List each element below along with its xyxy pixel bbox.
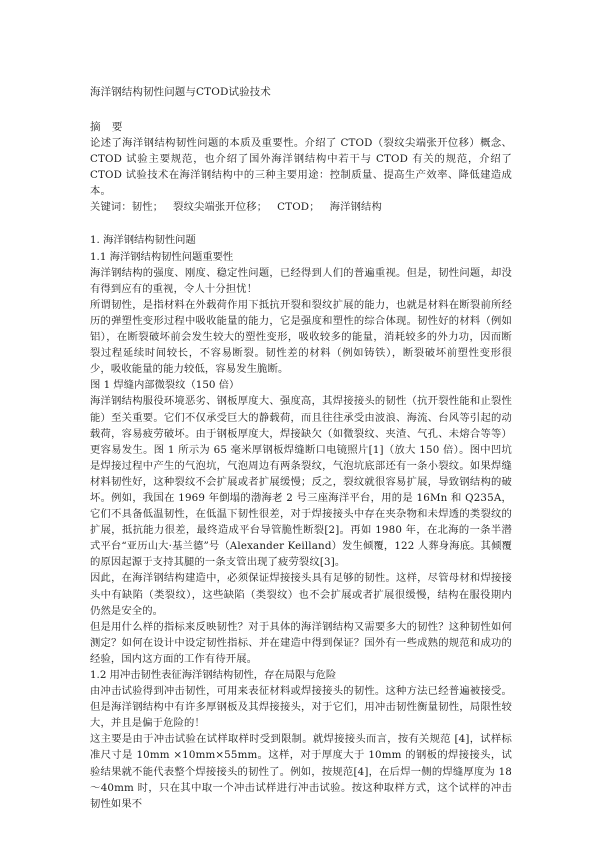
- paragraph: 但是用什么样的指标来反映韧性？对于具体的海洋钢结构又需要多大的韧性？这种韧性如何测定？如何在设计中设定韧性指标、并在建造中得到保证？国外有一些成熟的规范和成功的经验，国内这方面的工作有待开展。: [90, 620, 512, 665]
- paragraph: 海洋钢结构服役环境恶劣、钢板厚度大、强度高，其焊接接头的韧性（抗开裂性能和止裂性能）至关重要。它们不仅承受巨大的静载荷，而且往往承受由波浪、海流、台风等引起的动载荷，容易疲劳破坏。由于钢板厚度大，焊接缺欠（如微裂纹、夹渣、气孔、未熔合等等）更容易发生。图 1 所示为 65 毫米厚钢板焊缝断口电镜照片[1]（放大 150 倍）。图中凹坑是焊接过程中产生的气泡坑，气泡周边有两条裂纹，气泡坑底部还有一条小裂纹。如果焊缝材料韧性好，这种裂纹不会扩展或者扩展缓慢；反之，裂纹就很容易扩展，导致钢结构的破坏。例如，我国在 1969 年倒塌的渤海老 2 号三座海洋平台，用的是 16Mn 和 Q235A，它们不具备低温韧性，在低温下韧性很差，对于焊接接头中存在夹杂物和未焊透的类裂纹的扩展，抵抗能力很差，最终造成平台导管脆性断裂[2]。再如 1980 年，在北海的一条半潜式平台“亚历山大·基兰德”号（Alexander Keilland）发生倾覆，122 人葬身海底。其倾覆的原因起源于支持其腿的一条支管出现了疲劳裂纹[3]。: [90, 395, 512, 569]
- keyword-item: CTOD；: [277, 201, 320, 214]
- document-page: [90, 84, 512, 812]
- keyword-item: 海洋钢结构: [329, 201, 382, 214]
- paragraph: 所谓韧性，是指材料在外载荷作用下抵抗开裂和裂纹扩展的能力，也就是材料在断裂前所经历的弹塑性变形过程中吸收能量的能力，它是强度和塑性的综合体现。韧性好的材料（例如铝），在断裂破坏前会发生较大的塑性变形，吸收较多的能量，消耗较多的外力功，因而断裂过程延续时间较长，不容易断裂。韧性差的材料（例如铸铁），断裂破坏前塑性变形很少，吸收能量的能力较低，容易发生脆断。: [90, 298, 512, 376]
- keyword-item: 裂纹尖端张开位移；: [173, 201, 268, 214]
- document-title: 海洋钢结构韧性问题与CTOD试验技术: [90, 86, 271, 98]
- paragraph: 因此，在海洋钢结构建造中，必须保证焊接接头具有足够的韧性。这样，尽管母材和焊接接头中有缺陷（类裂纹），这些缺陷（类裂纹）也不会扩展或者扩展很缓慢，结构在服役期内仍然是安全的。: [90, 572, 512, 617]
- subsection-heading: 1.1 海洋钢结构韧性问题重要性: [90, 250, 234, 263]
- paragraph: 这主要是由于冲击试验在试样取样时受到限制。就焊接接头而言，按有关规范 [4]，试样标准尺寸是 10mm ×10mm×55mm。这样，对于厚度大于 10mm 的钢板的焊接接头，试验结果就不能代表整个焊接接头的韧性了。例如，按规范[4]，在后焊一侧的焊缝厚度为 18～40mm 时，只在其中取一个冲击试样进行冲击试验。按这种取样方式，这个试样的冲击韧性如果不: [90, 733, 512, 810]
- paragraph: 由冲击试验得到冲击韧性，可用来表征材料或焊接接头的韧性。这种方法已经普遍被接受。但是海洋钢结构中有许多厚钢板及其焊接接头，对于它们，用冲击韧性衡量韧性，局限性较大，并且是偏于危险的！: [90, 685, 512, 730]
- keyword-item: 韧性；: [131, 201, 164, 214]
- figure-caption: 图 1 焊缝内部微裂纹（150 倍）: [90, 379, 240, 392]
- abstract-body: 论述了海洋钢结构韧性问题的本质及重要性。介绍了 CTOD（裂纹尖端张开位移）概念、CTOD 试验主要规范，也介绍了国外海洋钢结构中若干与 CTOD 有关的规范，介绍了 CTOD 试验技术在海洋钢结构中的三种主要用途：控制质量、提高生产效率、降低建造成本。: [90, 137, 512, 198]
- subsection-heading: 1.2 用冲击韧性表征海洋钢结构韧性，存在局限与危险: [90, 669, 337, 681]
- paragraph: 海洋钢结构的强度、刚度、稳定性问题，已经得到人们的普遍重视。但是，韧性问题，却没有得到应有的重视，令人十分担忧！: [90, 266, 512, 295]
- abstract-heading: 摘 要: [90, 121, 127, 133]
- keywords-label: 关键词：: [90, 201, 132, 214]
- keywords-line: [90, 199, 512, 215]
- section-heading: 1. 海洋钢结构韧性问题: [90, 234, 196, 247]
- section-gap: [90, 215, 512, 232]
